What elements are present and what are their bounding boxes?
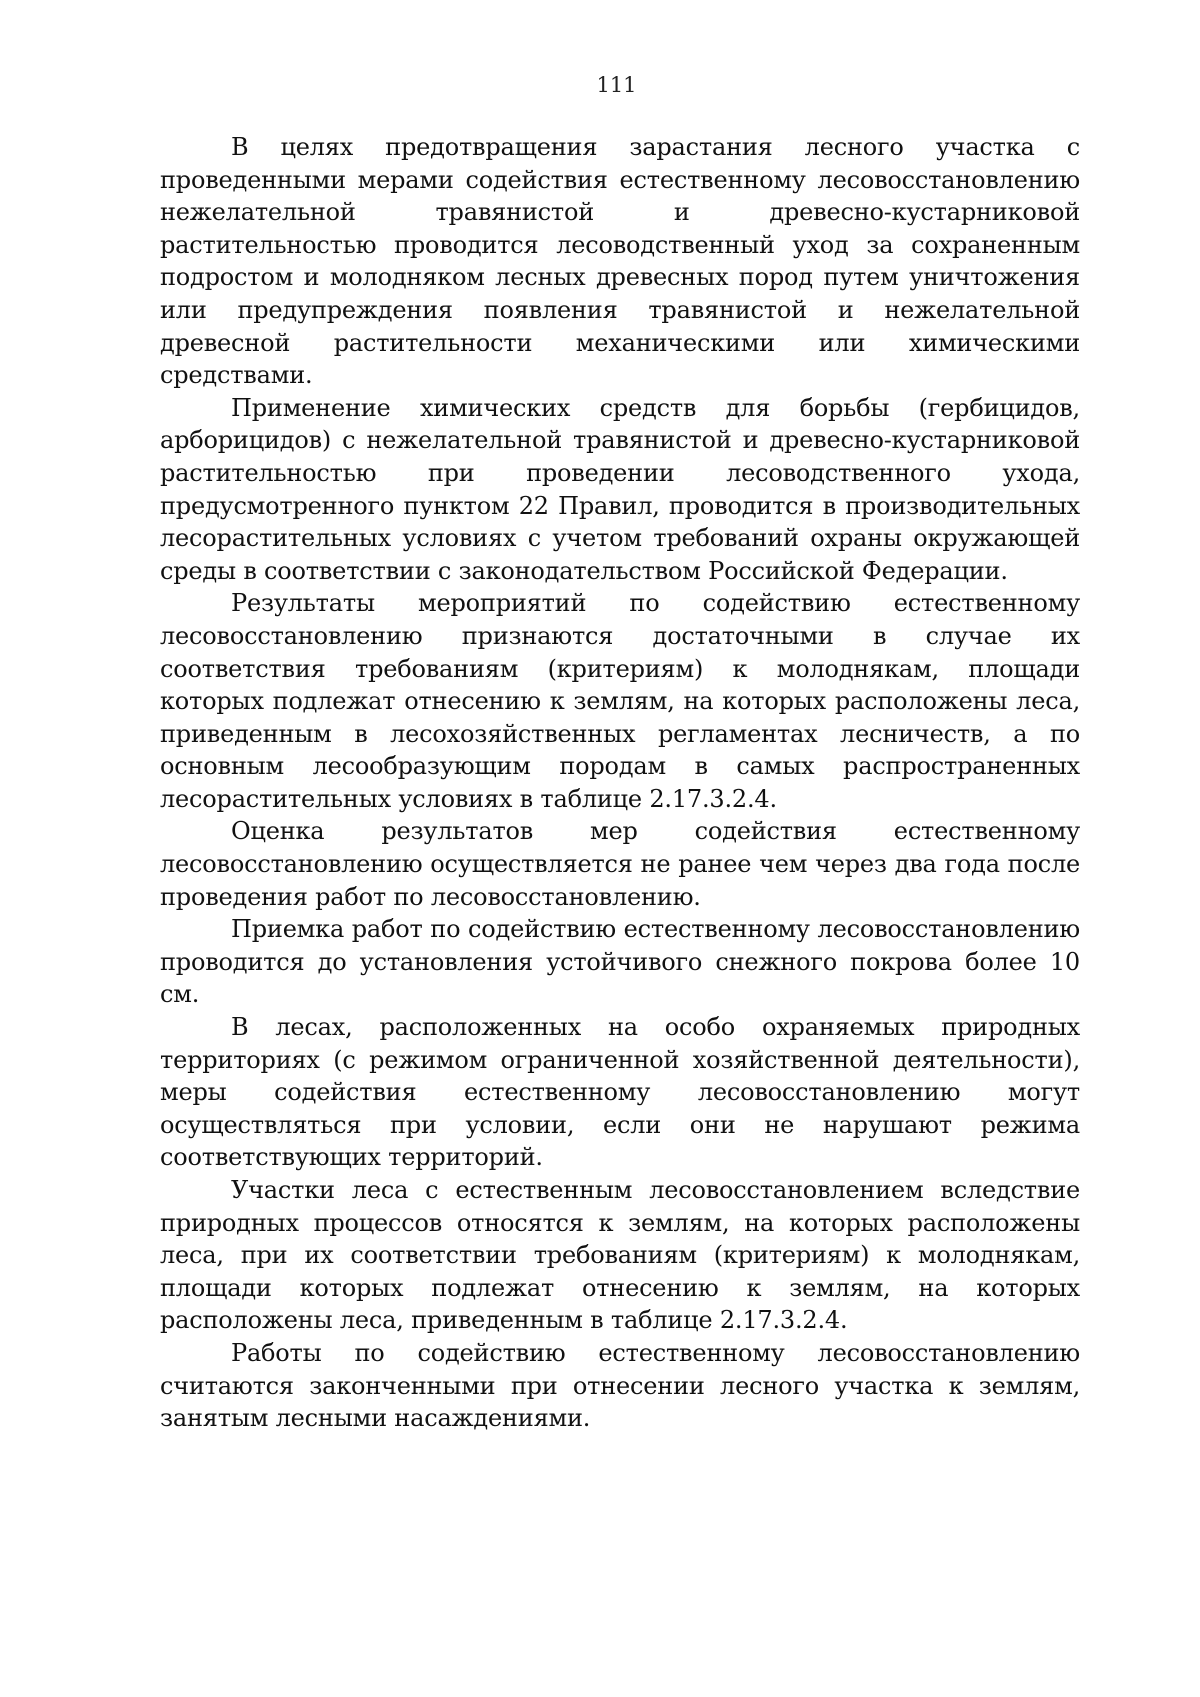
- paragraph: В целях предотвращения зарастания лесного участка с проведенными мерами содействия естественному лесовосстановлению нежелательной травянистой и древесно-кустарниковой растительностью проводится лесоводственный уход за сохраненным подростом и молодняком лесных древесных пород путем уничтожения или предупреждения появления травянистой и нежелательной древесной растительности механическими или химическими средствами.: [160, 133, 1080, 390]
- paragraph: В лесах, расположенных на особо охраняемых природных территориях (с режимом ограниченной хозяйственной деятельности), меры содействия естественному лесовосстановлению могут осуществляться при условии, если они не нарушают режима соответствующих территорий.: [160, 1013, 1080, 1172]
- page-number: 111: [596, 73, 637, 97]
- paragraph: Применение химических средств для борьбы (гербицидов, арборицидов) с нежелательной травянистой и древесно-кустарниковой растительностью при проведении лесоводственного ухода, предусмотренного пунктом 22 Правил, проводится в производительных лесорастительных условиях с учетом требований охраны окружающей среды в соответствии с законодательством Российской Федерации.: [160, 393, 1080, 585]
- paragraph: Оценка результатов мер содействия естественному лесовосстановлению осуществляется не ранее чем через два года после проведения работ по лесовосстановлению.: [160, 817, 1080, 911]
- document-body: [160, 131, 1080, 1435]
- paragraph: Результаты мероприятий по содействию естественному лесовосстановлению признаются достаточными в случае их соответствия требованиям (критериям) к молоднякам, площади которых подлежат отнесению к землям, на которых расположены леса, приведенным в лесохозяйственных регламентах лесничеств, а по основным лесообразующим породам в самых распространенных лесорастительных условиях в таблице 2.17.3.2.4.: [160, 589, 1080, 813]
- paragraph: Приемка работ по содействию естественному лесовосстановлению проводится до установления устойчивого снежного покрова более 10 см.: [160, 915, 1080, 1009]
- paragraph: Работы по содействию естественному лесовосстановлению считаются законченными при отнесении лесного участка к землям, занятым лесными насаждениями.: [160, 1338, 1080, 1433]
- paragraph: Участки леса с естественным лесовосстановлением вследствие природных процессов относятся к землям, на которых расположены леса, при их соответствии требованиям (критериям) к молоднякам, площади которых подлежат отнесению к землям, на которых расположены леса, приведенным в таблице 2.17.3.2.4.: [160, 1176, 1080, 1335]
